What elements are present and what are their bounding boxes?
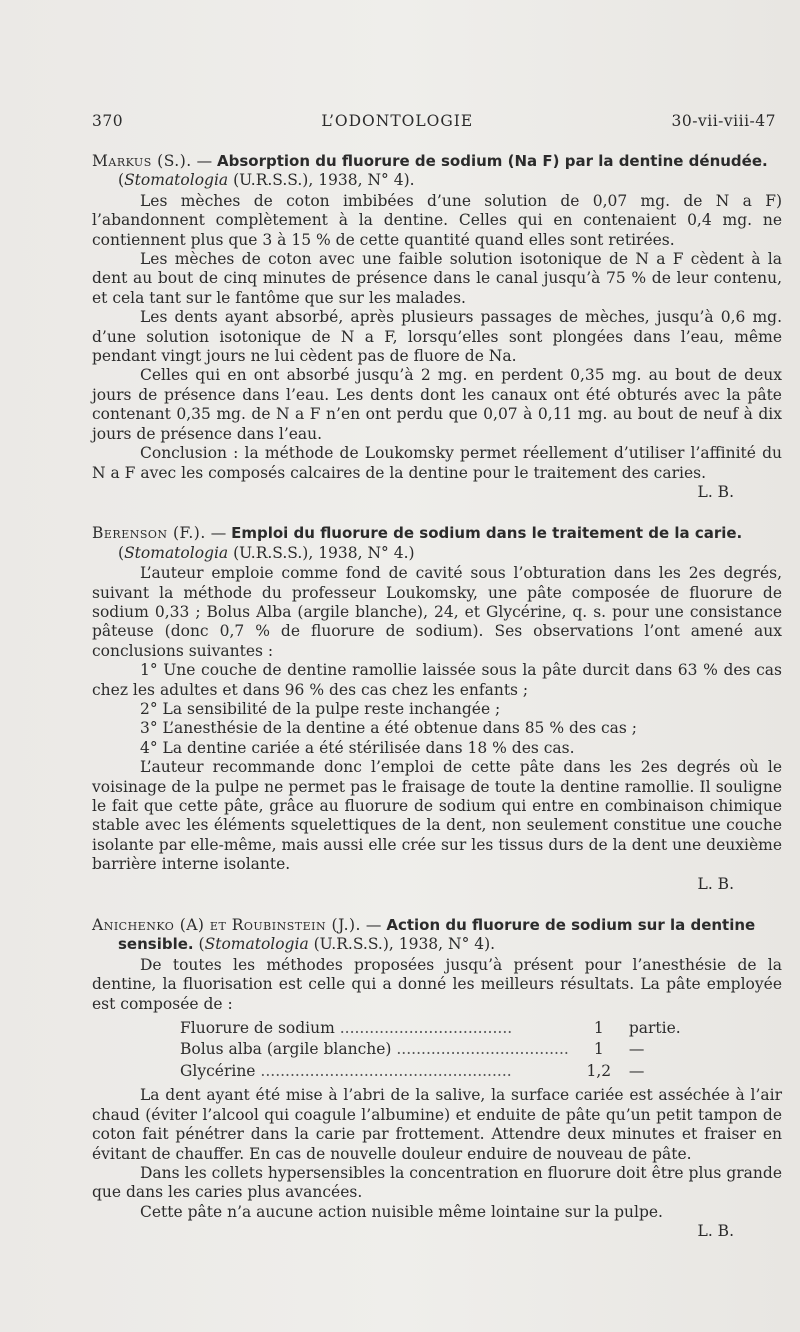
- article-heading: Markus (S.). — Absorption du fluorure de sodium (Na F) par la dentine dénudée. (Stomatologia (U.R.S.S.), 1938, N° 4).: [92, 152, 768, 190]
- article-journal: Stomatologia: [204, 935, 309, 954]
- page-number: 370: [92, 112, 124, 130]
- article-markus: [92, 152, 782, 502]
- recipe-row: Fluorure de sodium ................................... 1 partie.: [180, 1018, 719, 1039]
- ingredient-unit: partie.: [628, 1019, 681, 1038]
- article-title: Action du fluorure de sodium sur la dentine sensible.: [118, 916, 756, 954]
- article-signature: L. B.: [697, 874, 734, 893]
- ingredient-name: Bolus alba (argile blanche): [180, 1040, 392, 1059]
- article-heading: Berenson (F.). — Emploi du fluorure de sodium dans le traitement de la carie. (Stomatologia (U.R.S.S.), 1938, N° 4.): [92, 524, 743, 562]
- article-authors: Berenson (F.).: [92, 524, 206, 543]
- paragraph: Les mèches de coton avec une faible solution isotonique de N a F cèdent à la dent au bout de cinq minutes de présence dans le canal jusqu’à 75 % de leur contenu, et cela tant sur le fantôme que sur les malades.: [92, 250, 782, 307]
- recipe-table: [180, 1018, 719, 1082]
- article-signature: L. B.: [697, 1222, 734, 1241]
- ingredient-unit: —: [628, 1061, 645, 1080]
- paragraph: L’auteur emploie comme fond de cavité sous l’obturation dans les 2es degrés, suivant la méthode du professeur Loukomsky, une pâte composée de fluorure de sodium 0,33 ; Bolus Alba (argile blanche), 24, et Glycérine, q. s. pour une consistance pâteuse (donc 0,7 % de fluorure de sodium). Ses observations l’ont amené aux conclusions suivantes :: [92, 564, 782, 660]
- ingredient-qty: 1: [593, 1040, 604, 1059]
- ingredient-unit: —: [628, 1040, 645, 1059]
- article-source: (U.R.S.S.), 1938, N° 4).: [233, 171, 415, 190]
- paragraph: L’auteur recommande donc l’emploi de cette pâte dans les 2es degrés où le voisinage de la pulpe ne permet pas le fraisage de toute la dentine ramollie. Il souligne le fait que cette pâte, grâce au fluorure de sodium qui entre en combinaison chimique stable avec les éléments squelettiques de la dent, non seulement constitue une couche isolante par elle-même, mais aussi elle crée sur les tissus durs de la dent une deuxième barrière interne isolante.: [92, 758, 782, 874]
- article-berenson: [92, 524, 782, 894]
- conclusion-item: 1° Une couche de dentine ramollie laissée sous la pâte durcit dans 63 % des cas chez les adultes et dans 96 % des cas chez les enfants ;: [92, 661, 782, 699]
- article-authors: Markus (S.).: [92, 152, 192, 170]
- article-title: Emploi du fluorure de sodium dans le traitement de la carie.: [231, 524, 743, 543]
- paragraph: Conclusion : la méthode de Loukomsky permet réellement d’utiliser l’affinité du N a F avec les composés calcaires de la dentine pour le traitement des caries.: [92, 444, 782, 482]
- ingredient-name: Fluorure de sodium: [180, 1019, 335, 1038]
- paragraph: Dans les collets hypersensibles la concentration en fluorure doit être plus grande que dans les caries plus avancées.: [92, 1163, 782, 1202]
- page-body: [92, 152, 782, 1264]
- article-journal: Stomatologia: [124, 171, 229, 190]
- article-journal: Stomatologia: [124, 543, 229, 562]
- ingredient-name: Glycérine: [180, 1061, 256, 1080]
- issue-date: 30-vii-viii-47: [671, 112, 776, 130]
- conclusion-item: 3° L’anesthésie de la dentine a été obtenue dans 85 % des cas ;: [140, 719, 638, 738]
- article-signature: L. B.: [697, 482, 734, 501]
- article-source: (U.R.S.S.), 1938, N° 4.): [233, 543, 415, 562]
- conclusion-item: 4° La dentine cariée a été stérilisée dans 18 % des cas.: [140, 738, 575, 757]
- paragraph: Celles qui en ont absorbé jusqu’à 2 mg. en perdent 0,35 mg. au bout de deux jours de présence dans l’eau. Les dents dont les canaux ont été obturés avec la pâte contenant 0,35 mg. de N a F n’en ont perdu que 0,07 à 0,11 mg. au bout de neuf à dix jours de présence dans l’eau.: [92, 366, 782, 443]
- ingredient-qty: 1,2: [586, 1061, 612, 1080]
- conclusion-item: 2° La sensibilité de la pulpe reste inchangée ;: [140, 699, 501, 718]
- journal-title: L’ODONTOLOGIE: [321, 112, 474, 130]
- paragraph: De toutes les méthodes proposées jusqu’à présent pour l’anesthésie de la dentine, la fluorisation est celle qui a donné les meilleurs résultats. La pâte employée est composée de :: [92, 955, 782, 1013]
- running-header: [92, 112, 776, 130]
- recipe-row: Bolus alba (argile blanche) ................................... 1 —: [180, 1039, 719, 1060]
- recipe-row: Glycérine ................................................... 1,2 —: [180, 1061, 719, 1082]
- article-title: Absorption du fluorure de sodium (Na F) par la dentine dénudée.: [217, 152, 768, 170]
- article-heading: Anichenko (A) et Roubinstein (J.). — Action du fluorure de sodium sur la dentine sensible. (Stomatologia (U.R.S.S.), 1938, N° 4).: [92, 916, 756, 954]
- paragraph: Les mèches de coton imbibées d’une solution de 0,07 mg. de N a F) l’abandonnent complètement à la dentine. Celles qui en contenaient 0,4 mg. ne contiennent plus que 3 à 15 % de cette quantité quand elles sont retirées.: [92, 191, 782, 249]
- article-source: (U.R.S.S.), 1938, N° 4).: [313, 935, 496, 954]
- article-authors: Anichenko (A) et Roubinstein (J.).: [92, 916, 361, 935]
- paragraph: La dent ayant été mise à l’abri de la salive, la surface cariée est asséchée à l’air chaud (éviter l’alcool qui coagule l’albumine) et enduite de pâte qu’un petit tampon de coton fait pénétrer dans la carie par frottement. Attendre deux minutes et fraiser en évitant de chauffer. En cas de nouvelle douleur enduire de nouveau de pâte.: [92, 1086, 782, 1163]
- ingredient-qty: 1: [593, 1019, 604, 1038]
- paragraph: Les dents ayant absorbé, après plusieurs passages de mèches, jusqu’à 0,6 mg. d’une solution isotonique de N a F, lorsqu’elles sont plongées dans l’eau, même pendant vingt jours ne lui cèdent pas de fluore de Na.: [92, 308, 782, 366]
- paragraph: Cette pâte n’a aucune action nuisible même lointaine sur la pulpe.: [140, 1202, 663, 1221]
- article-anichenko: [92, 916, 782, 1242]
